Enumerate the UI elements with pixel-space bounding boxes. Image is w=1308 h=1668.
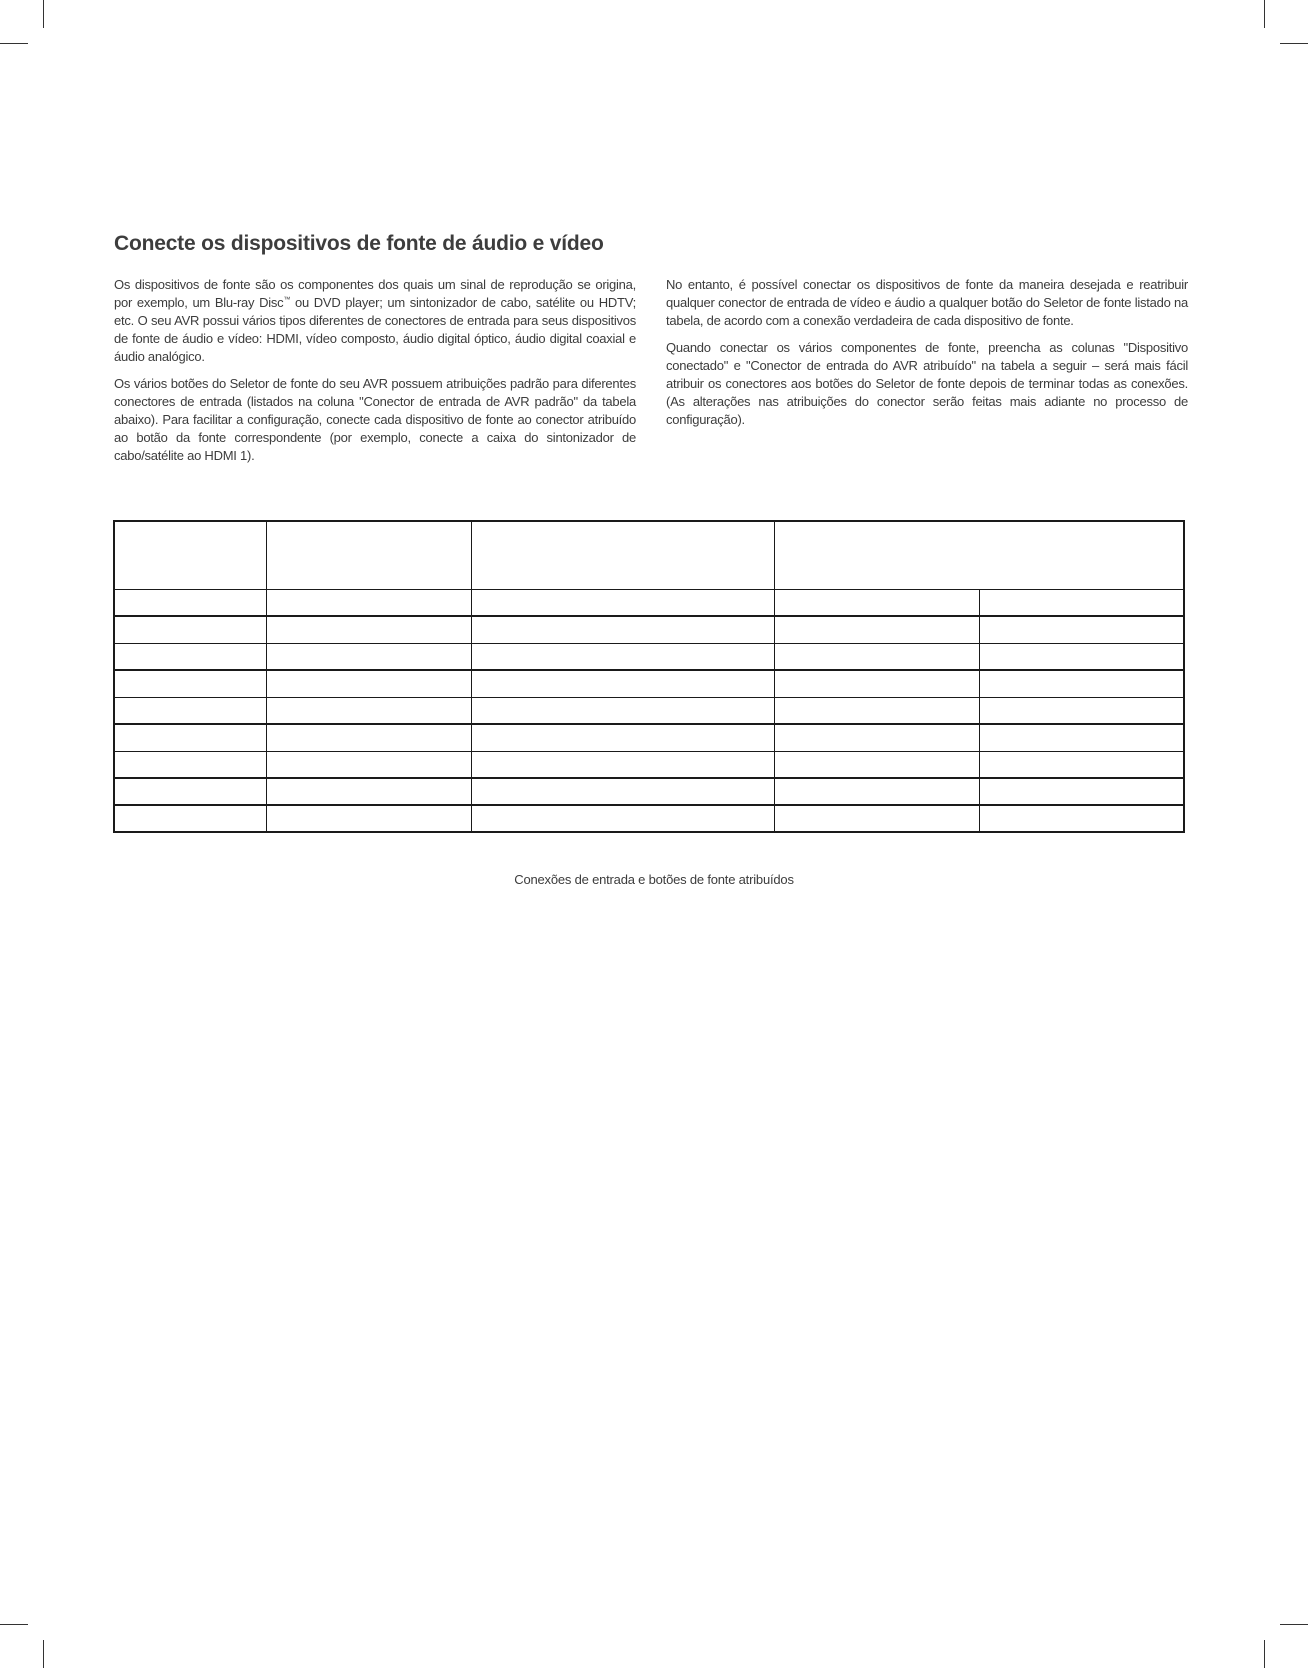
table-cell <box>979 724 1184 752</box>
table-row <box>114 778 1184 805</box>
table-cell <box>267 698 472 725</box>
table-cell <box>267 724 472 752</box>
table-cell <box>979 778 1184 805</box>
table-cell <box>267 670 472 698</box>
table-cell <box>471 778 774 805</box>
table-row <box>114 698 1184 725</box>
crop-mark <box>43 1640 44 1668</box>
crop-mark <box>43 0 44 28</box>
table-cell <box>267 590 472 617</box>
table-cell <box>471 724 774 752</box>
table-row <box>114 805 1184 832</box>
table-cell <box>471 670 774 698</box>
table-row <box>114 752 1184 779</box>
crop-mark <box>1280 43 1308 44</box>
table-cell <box>114 670 267 698</box>
table-cell <box>471 698 774 725</box>
table-cell <box>775 752 980 779</box>
table-cell <box>979 805 1184 832</box>
left-text-column <box>114 276 636 474</box>
table-cell <box>979 698 1184 725</box>
paragraph: Os vários botões do Seletor de fonte do seu AVR possuem atribuições padrão para diferentes conectores de entrada (listados na coluna "Conector de entrada de AVR padrão" da tabela abaixo). Para facilitar a configuração, conecte cada dispositivo de fonte ao conector atribuído ao botão da fonte correspondente (por exemplo, conecte a caixa do sintonizador de cabo/satélite ao HDMI 1). <box>114 376 636 463</box>
table-cell <box>267 805 472 832</box>
table-header-cell <box>775 521 1184 590</box>
table-cell <box>267 752 472 779</box>
table-cell <box>775 644 980 671</box>
table-cell <box>471 590 774 617</box>
table-cell <box>114 778 267 805</box>
trademark-symbol: ™ <box>283 296 291 304</box>
paragraph <box>114 276 636 366</box>
crop-mark <box>1264 0 1265 28</box>
table-cell <box>267 778 472 805</box>
crop-mark <box>0 1624 28 1625</box>
table-cell <box>775 670 980 698</box>
table-cell <box>114 644 267 671</box>
table-cell <box>114 616 267 644</box>
table-header-cell <box>267 521 472 590</box>
table-caption: Conexões de entrada e botões de fonte atribuídos <box>514 872 794 887</box>
table-cell <box>775 698 980 725</box>
table-header-cell <box>471 521 774 590</box>
table-cell <box>979 644 1184 671</box>
page-title: Conecte os dispositivos de fonte de áudio e vídeo <box>114 232 604 255</box>
paragraph-text: Os dispositivos de fonte são os componentes dos quais um sinal de reprodução se origina, por exemplo, um Blu-ray Disc <box>114 277 636 310</box>
table-cell <box>471 805 774 832</box>
input-connections-table <box>113 520 1185 833</box>
table-cell <box>979 752 1184 779</box>
table-row <box>114 724 1184 752</box>
paragraph: Quando conectar os vários componentes de fonte, preencha as colunas "Dispositivo conectado" e "Conector de entrada do AVR atribuído" na tabela a seguir – será mais fácil atribuir os conectores aos botões do Seletor de fonte depois de terminar todas as conexões. (As alterações nas atribuições do conector serão feitas mais adiante no processo de configuração). <box>666 340 1188 427</box>
table-cell <box>775 805 980 832</box>
crop-mark <box>1280 1624 1308 1625</box>
table-cell <box>114 590 267 617</box>
table-cell <box>775 616 980 644</box>
crop-mark <box>1264 1640 1265 1668</box>
table-cell <box>267 644 472 671</box>
table-cell <box>979 616 1184 644</box>
table-cell <box>471 644 774 671</box>
table-cell <box>114 752 267 779</box>
table-cell <box>979 670 1184 698</box>
table-row <box>114 670 1184 698</box>
table-row <box>114 590 1184 617</box>
table-cell <box>267 616 472 644</box>
crop-mark <box>0 43 28 44</box>
table-cell <box>979 590 1184 617</box>
table-cell <box>775 724 980 752</box>
table-cell <box>471 752 774 779</box>
table-cell <box>471 616 774 644</box>
table-cell <box>114 805 267 832</box>
paragraph-text: ou DVD player; um sintonizador de cabo, satélite ou HDTV; etc. O seu AVR possui vários tipos diferentes de conectores de entrada para seus dispositivos de fonte de áudio e vídeo: HDMI, vídeo composto, áudio digital óptico, áudio digital coaxial e áudio analógico. <box>114 295 636 364</box>
paragraph: No entanto, é possível conectar os dispositivos de fonte da maneira desejada e reatribuir qualquer conector de entrada de vídeo e áudio a qualquer botão do Seletor de fonte listado na tabela, de acordo com a conexão verdadeira de cada dispositivo de fonte. <box>666 277 1188 328</box>
table-row <box>114 644 1184 671</box>
table-cell <box>114 724 267 752</box>
table-row <box>114 616 1184 644</box>
right-text-column <box>666 276 1188 438</box>
table-header-cell <box>114 521 267 590</box>
table-header-row <box>114 521 1184 590</box>
table-cell <box>775 590 980 617</box>
table-cell <box>775 778 980 805</box>
table-cell <box>114 698 267 725</box>
